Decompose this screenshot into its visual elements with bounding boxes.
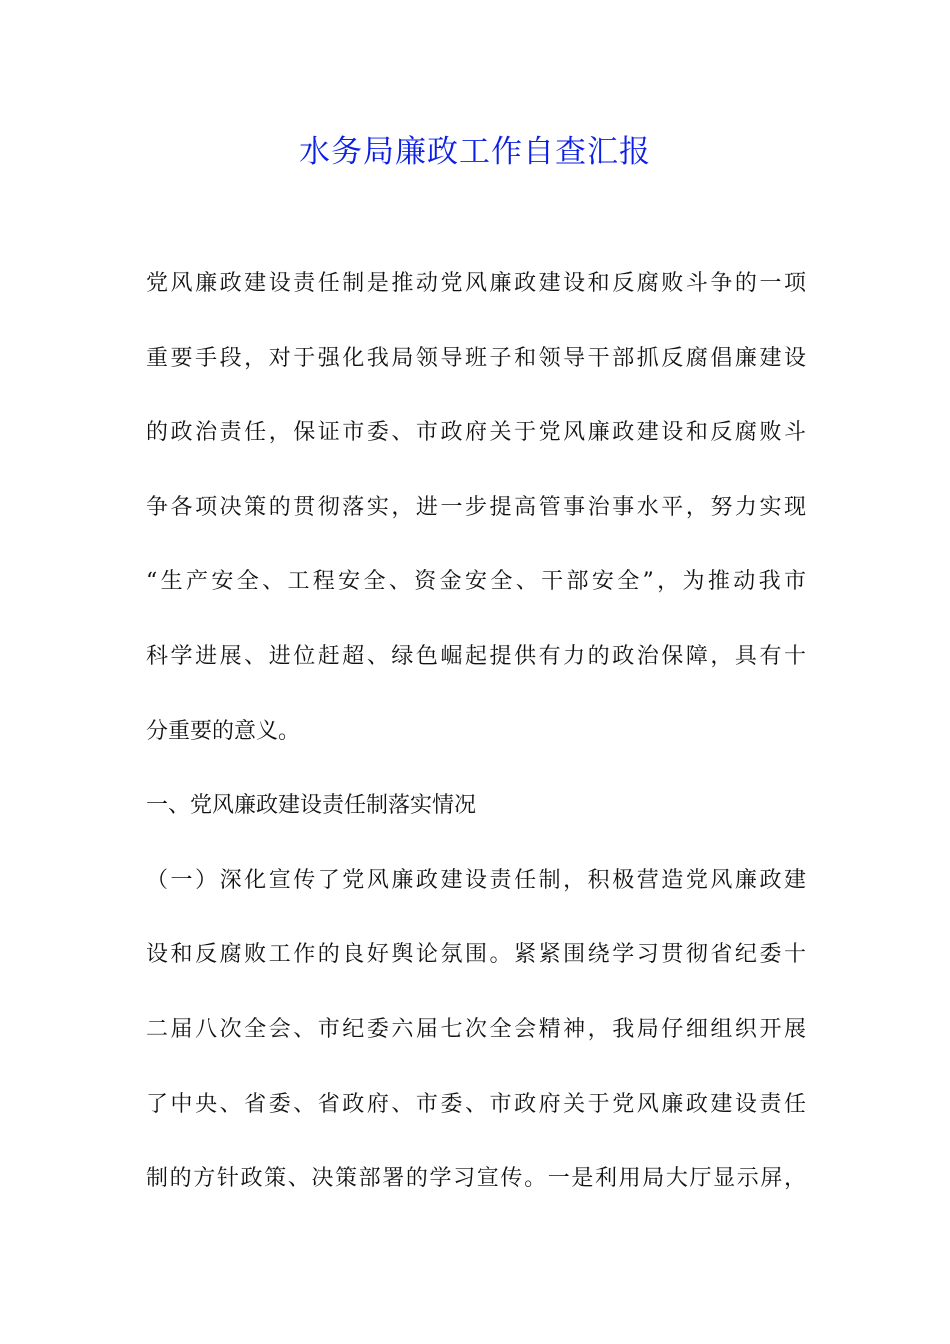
text-line: 分重要的意义。 [146,718,301,744]
text-line: 重要手段，对于强化我局领导班子和领导干部抓反腐倡廉建设 [146,345,806,371]
text-line: 二届八次全会、市纪委六届七次全会精神，我局仔细组织开展 [146,1016,806,1042]
text-line: 党风廉政建设责任制是推动党风廉政建设和反腐败斗争的一项 [146,271,806,296]
text-line: 科学进展、进位赶超、绿色崛起提供有力的政治保障，具有十 [146,643,806,669]
text-line: （一）深化宣传了党风廉政建设责任制，积极营造党风廉政建 [146,867,806,893]
section-heading: 一、党风廉政建设责任制落实情况 [146,793,477,819]
document-title: 水务局廉政工作自查汇报 [299,134,651,170]
document-body [146,268,806,1238]
text-line: 的政治责任，保证市委、市政府关于党风廉政建设和反腐败斗 [146,420,806,446]
text-line: “生产安全、工程安全、资金安全、干部安全”，为推动我市 [146,569,806,595]
text-line: 制的方针政策、决策部署的学习宣传。一是利用局大厅显示屏， [146,1166,806,1192]
text-line: 了中央、省委、省政府、市委、市政府关于党风廉政建设责任 [146,1091,806,1117]
text-line: 设和反腐败工作的良好舆论氛围。紧紧围绕学习贯彻省纪委十 [146,942,806,968]
text-line: 争各项决策的贯彻落实，进一步提高管事治事水平，努力实现 [146,494,806,520]
